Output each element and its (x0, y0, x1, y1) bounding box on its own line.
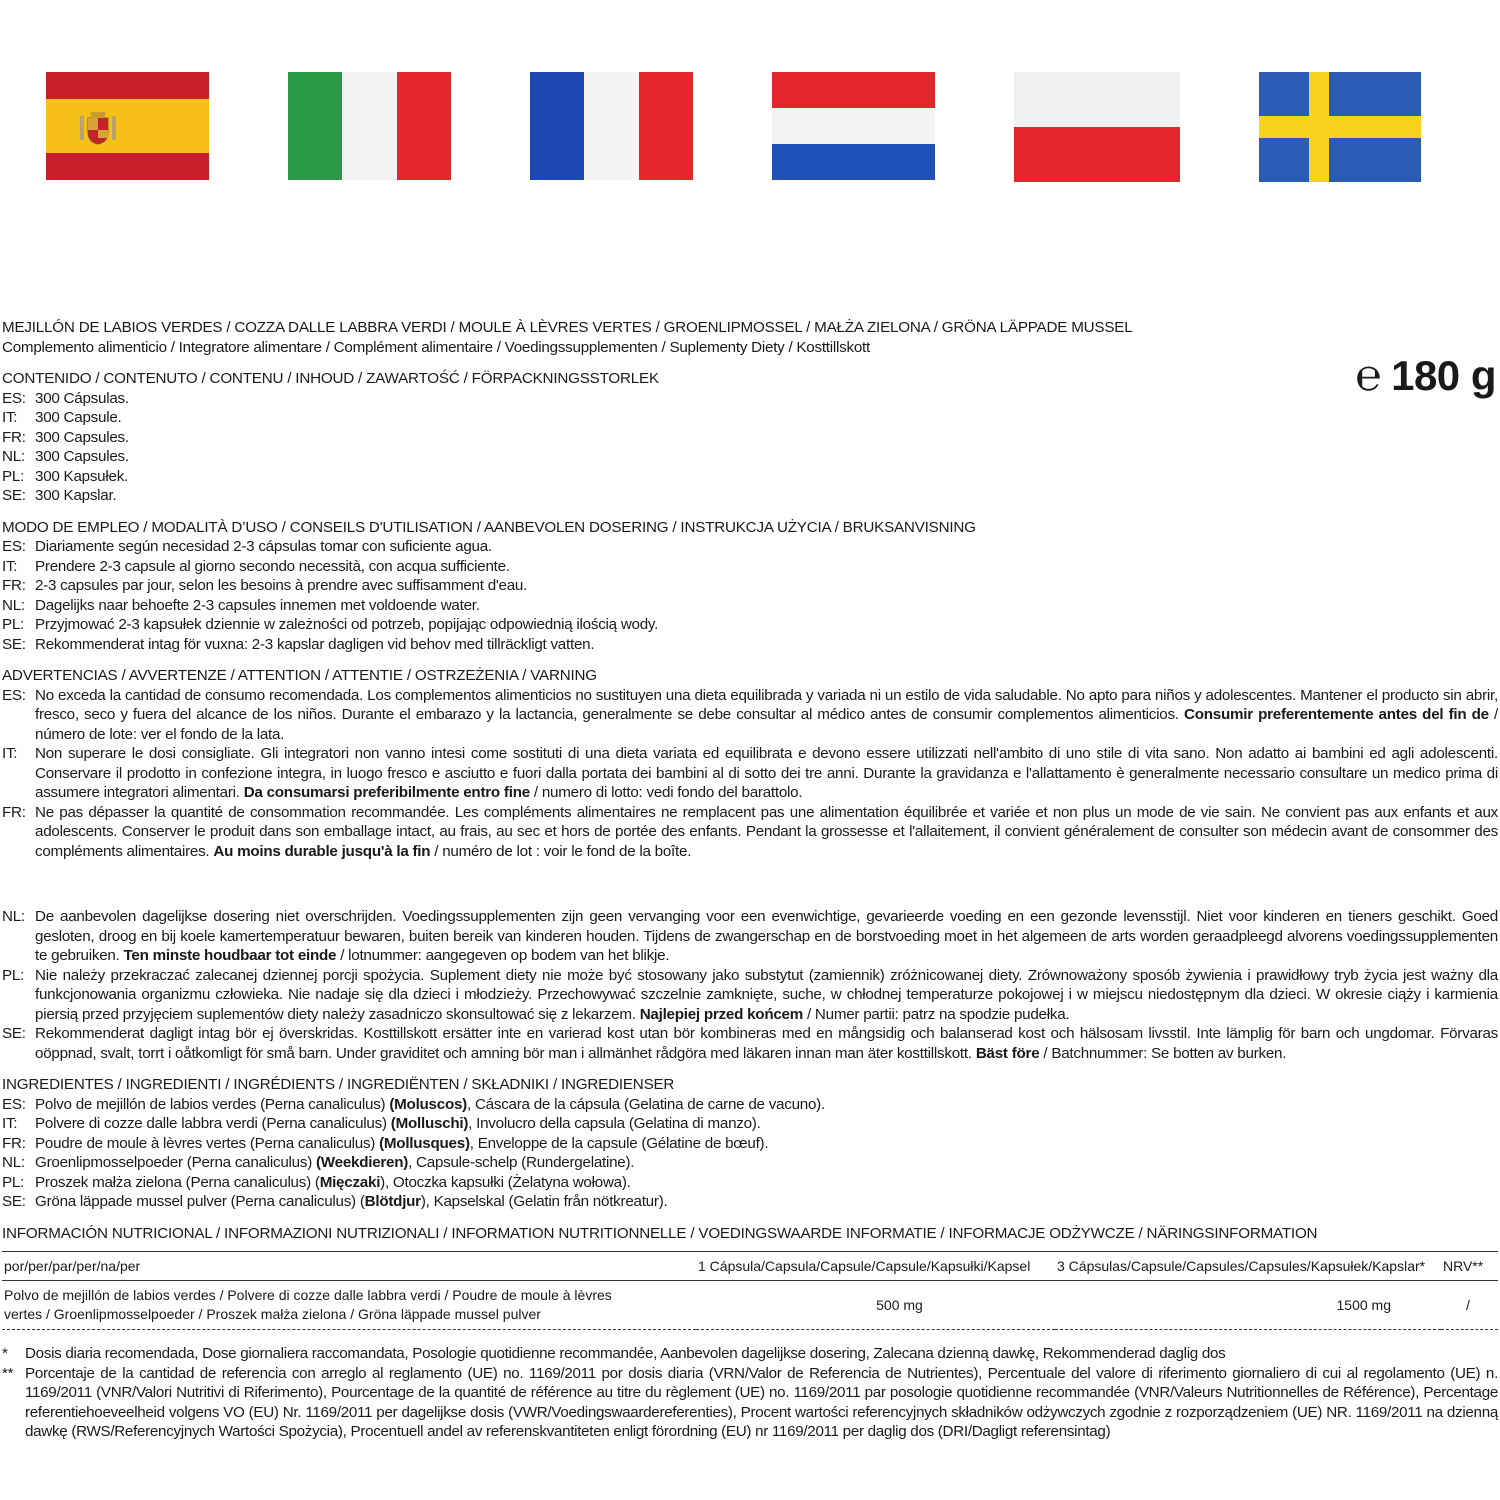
language-code: NL: (2, 596, 25, 614)
row-bold-text: (Mollusques) (379, 1134, 470, 1152)
section (2, 907, 1498, 1063)
language-text (35, 744, 1498, 803)
poland-flag (1014, 72, 1180, 182)
flag-band (530, 72, 584, 180)
sweden-flag (1259, 72, 1421, 182)
language-row (2, 486, 1498, 506)
language-text (35, 1173, 1498, 1193)
row-text: Non superare le dosi consigliate. Gli integratori non vanno intesi come sostituti di una dieta variata ed equilibrata e devono essere utilizzati nell'ambito di uno stile di vita sano. Non adatto ai bambini ed agli adolescenti. Conservare il prodotto in confezione integra, in luogo fresco e asciutto e fuori dalla portata dei bambini al di sotto dei tre anni. Durante la gravidanza e l'allattamento è generalmente necessario consultare un medico prima di assumere integratori alimentari. (35, 745, 1498, 801)
language-text (35, 907, 1498, 966)
row-tail-text: / Batchnummer: Se botten av burken. (1039, 1044, 1287, 1062)
row-text: Rekommenderat dagligt intag bör ej överskridas. Kosttillskott ersätter inte en varierad kost utan bör kombineras med en mångsidig och balanserad kost och hälsosam livsstil. Inte lämplig för barn och ungdomar. Förvaras oöppnad, svalt, torrt i oåtkomligt för små barn. Under graviditet och amning bör man i allmänhet rådgöra med läkaren innan man äter kosttillskott. (35, 1025, 1498, 1062)
language-code: SE: (2, 1025, 26, 1042)
row-tail-text: ), Otoczka kapsułki (Żelatyna wołowa). (380, 1173, 631, 1191)
flag-band (1014, 127, 1180, 182)
col-header: 3 Cápsulas/Capsule/Capsules/Capsules/Kapsułek/Kapslar* (1055, 1252, 1441, 1281)
language-text (35, 1192, 1498, 1212)
language-text (35, 389, 1498, 409)
nutrient-name: Polvo de mejillón de labios verdes / Polvere di cozze dalle labbra verdi / Poudre de moule à lèvres vertes / Groenlipmosselpoeder / Proszek małża zielona / Gröna läppade mussel pulver (2, 1281, 696, 1330)
flag-band (1014, 72, 1180, 127)
row-tail-text: / lotnummer: aangegeven op bodem van het blikje. (336, 947, 670, 964)
language-text (35, 803, 1498, 862)
language-code: SE: (2, 487, 26, 504)
section-heading: MODO DE EMPLEO / MODALITÀ D’USO / CONSEILS D'UTILISATION / AANBEVOLEN DOSERING / INSTRUKCJA UŻYCIA / BRUKSANVISNING (2, 518, 976, 536)
flag-band (1259, 116, 1421, 138)
row-text: Gröna läppade mussel pulver (Perna canaliculus) ( (35, 1193, 365, 1210)
language-text (35, 966, 1498, 1025)
language-text (35, 686, 1498, 745)
row-text: Dagelijks naar behoefte 2-3 capsules innemen met voldoende water. (35, 596, 480, 614)
row-text: Nie należy przekraczać zalecanej dziennej porcji spożycia. Suplement diety nie może być stosowany jako substytut (zamiennik) zróżnicowanej diety. Zrównoważony sposób żywienia i prawidłowy tryb życia jest ważny dla funkcjonowania organizmu człowieka. Nie nadaje się dla dzieci i młodzieży. Przechowywać szczelnie zamknięte, suche, w chłodnej temperaturze pokojowej i w miejscu niedostępnym dla dzieci. W okresie ciąży i karmienia piersią przed przyjęciem suplementów diety należy zasadniczo skonsultować się z lekarzem. (35, 966, 1498, 1023)
row-text: Prendere 2-3 capsule al giorno secondo necessità, con acqua sufficiente. (35, 557, 510, 575)
section (2, 369, 1498, 506)
row-tail-text: , Involucro della capsula (Gelatina di manzo). (468, 1115, 761, 1132)
row-text: Przyjmować 2-3 kapsułek dziennie w zależności od potrzeb, popijając odpowiednią ilością wody. (35, 616, 659, 633)
section-heading: INGREDIENTES / INGREDIENTI / INGRÉDIENTS / INGREDIËNTEN / SKŁADNIKI / INGREDIENSER (2, 1076, 675, 1093)
flag-band (342, 72, 396, 180)
language-row (2, 686, 1498, 745)
language-code: ES: (2, 389, 26, 407)
netherlands-flag (772, 72, 935, 180)
language-text (35, 537, 1498, 557)
language-code: IT: (2, 745, 18, 762)
estimated-sign-icon: ℮ (1355, 351, 1382, 400)
language-text (35, 1114, 1498, 1134)
language-row (2, 1153, 1498, 1173)
language-row (2, 1173, 1498, 1193)
flag-band (288, 72, 342, 180)
flag-band (772, 108, 935, 144)
coat-of-arms-icon (78, 110, 118, 146)
language-text (35, 1095, 1498, 1115)
language-text (35, 635, 1498, 655)
italy-flag (288, 72, 451, 180)
language-code: ES: (2, 686, 26, 704)
row-bold-text: Consumir preferentemente antes del fin de (1184, 706, 1489, 723)
section (2, 666, 1498, 861)
language-text (35, 1024, 1498, 1063)
nutrient-nrv: / (1441, 1281, 1498, 1330)
language-code: SE: (2, 1193, 26, 1210)
row-bold-text: Mięczaki (319, 1173, 381, 1191)
row-text: 300 Capsules. (35, 428, 129, 446)
row-bold-text: Au moins durable jusqu'à la fin (213, 842, 431, 860)
spain-flag (46, 72, 209, 180)
language-row (2, 467, 1498, 487)
language-row (2, 557, 1498, 577)
language-row (2, 1114, 1498, 1134)
language-code: IT: (2, 557, 18, 575)
row-bold-text: Najlepiej przed końcem (639, 1005, 803, 1023)
language-text (35, 576, 1498, 596)
flag-band (397, 72, 451, 180)
language-text (35, 408, 1498, 428)
language-code: IT: (2, 1115, 18, 1132)
row-bold-text: Blötdjur (364, 1193, 421, 1210)
language-text (35, 486, 1498, 506)
row-tail-text: / numéro de lot : voir le fond de la boîte. (430, 842, 692, 860)
nutrient-per-1: 500 mg (696, 1281, 1055, 1330)
language-row (2, 389, 1498, 409)
row-tail-text: / Numer partii: patrz na spodzie pudełka. (803, 1005, 1070, 1023)
row-tail-text: / numero di lotto: vedi fondo del barattolo. (529, 784, 803, 801)
section-heading: CONTENIDO / CONTENUTO / CONTENU / INHOUD / ZAWARTOŚĆ / FÖRPACKNINGSSTORLEK (2, 370, 659, 387)
row-bold-text: Ten minste houdbaar tot einde (123, 947, 337, 964)
flag-band (46, 153, 209, 180)
col-header: 1 Cápsula/Capsula/Capsule/Capsule/Kapsułki/Kapsel (696, 1252, 1055, 1281)
row-text: 300 Capsules. (35, 448, 129, 465)
flag-band (584, 72, 638, 180)
language-row (2, 635, 1498, 655)
row-tail-text: , Capsule-schelp (Rundergelatine). (408, 1154, 635, 1171)
language-row (2, 537, 1498, 557)
row-tail-text: , Enveloppe de la capsule (Gélatine de bœuf). (469, 1134, 769, 1152)
language-text (35, 447, 1498, 467)
section (2, 1075, 1498, 1212)
footnote: * Dosis diaria recomendada, Dose giornaliera raccomandata, Posologie quotidienne recommandée, Aanbevolen dagelijkse dosering, Zalecana dzienną dawkę, Rekommenderad daglig dos (2, 1345, 1226, 1362)
language-row (2, 408, 1498, 428)
language-text (35, 596, 1498, 616)
row-text: 300 Capsule. (35, 409, 122, 426)
row-text: 300 Kapsułek. (35, 467, 129, 485)
row-tail-text: ), Kapselskal (Gelatin från nötkreatur). (420, 1193, 668, 1210)
footnote: ** Porcentaje de la cantidad de referencia con arreglo al reglamento (UE) no. 1169/2011 por dosis diaria (VRN/Valor de Referencia de Nutrientes), Percentuale del valore di riferimento giornaliero di cui al regolamento (UE) n. 1169/2011 (VNR/Valori Nutritivi di Riferimento), Pourcentage de la quantité de référence au titre du règlement (UE) no. 1169/2011 par posologie quotidienne recommandée (VNR/Valeurs Nutritionnelles de Référence), Percentage referentiehoeveelheid volgens VO (EU) Nr. 1169/2011 per dagelijkse dosis (VWR/Voedingswaardereferenties), Procent wartości referencyjnych składników odżywczych zgodnie z rozporządzeniem (UE) NR. 1169/2011 na dzienną dawkę (RWS/Referencyjnych Wartości Spożycia), Procentuell andel av referenskvantiteten enligt förordning (EU) nr 1169/2011 per daglig dos (DRI/Dagligt referensintag) (2, 1364, 1498, 1440)
language-code: PL: (2, 467, 25, 485)
language-row (2, 1095, 1498, 1115)
language-text (35, 1153, 1498, 1173)
flag-band (46, 99, 209, 153)
language-code: PL: (2, 966, 25, 984)
row-bold-text: Bäst före (975, 1044, 1040, 1062)
language-row (2, 596, 1498, 616)
product-title: MEJILLÓN DE LABIOS VERDES / COZZA DALLE LABBRA VERDI / MOULE À LÈVRES VERTES / GROENLIPMOSSEL / MAŁŻA ZIELONA / GRÖNA LÄPPADE MUSSEL (2, 319, 1133, 336)
table-row (2, 1281, 1498, 1330)
row-bold-text: (Moluscos) (389, 1095, 467, 1113)
row-text: 300 Kapslar. (35, 487, 117, 504)
language-text (35, 428, 1498, 448)
col-header: NRV** (1441, 1252, 1498, 1281)
language-row (2, 1024, 1498, 1063)
row-text: De aanbevolen dagelijkse dosering niet overschrijden. Voedingssupplementen zijn geen vervanging voor een evenwichtige, gevarieerde voeding en een gezonde levensstijl. Niet voor kinderen en tieners geschikt. Goed gesloten, droog en bij koele kamertemperatuur bewaren, buiten bereik van kinderen houden. Tijdens de zwangerschap en de borstvoeding moet in het algemeen de arts worden geraadpleegd alvorens voedingssupplementen te gebruiken. (35, 908, 1498, 964)
row-text: Ne pas dépasser la quantité de consommation recommandée. Les compléments alimentaires ne remplacent pas une alimentation équilibrée et variée et non plus un mode de vie sain. Ne convient pas aux enfants et aux adolescents. Conserver le produit dans son emballage intact, au frais, au sec et hors de portée des enfants. Pendant la grossesse et l'allaitement, il convient généralement de consulter son médecin avant de consommer des compléments alimentaires. (35, 803, 1498, 860)
language-code: IT: (2, 409, 18, 426)
col-header: por/per/par/per/na/per (2, 1252, 696, 1281)
row-text: Rekommenderat intag för vuxna: 2-3 kapslar dagligen vid behov med tillräckligt vatten. (35, 635, 595, 653)
row-text: Poudre de moule à lèvres vertes (Perna canaliculus) (35, 1134, 380, 1152)
row-text: 300 Cápsulas. (35, 389, 129, 407)
language-text (35, 557, 1498, 577)
flag-band (46, 72, 209, 99)
row-text: Proszek małża zielona (Perna canaliculus) ( (35, 1173, 320, 1191)
row-tail-text: / número de lote: ver el fondo de la lata. (35, 706, 1499, 743)
language-text (35, 1134, 1498, 1154)
language-code: FR: (2, 577, 26, 594)
language-code: SE: (2, 635, 26, 653)
section (2, 518, 1498, 655)
language-row (2, 615, 1498, 635)
language-row (2, 803, 1498, 862)
france-flag (530, 72, 693, 180)
language-code: NL: (2, 1154, 25, 1171)
label-content (2, 318, 1498, 1442)
language-row (2, 1134, 1498, 1154)
language-code: FR: (2, 1134, 26, 1152)
flag-band (772, 72, 935, 108)
flag-band (639, 72, 693, 180)
row-text: Diariamente según necesidad 2-3 cápsulas tomar con suficiente agua. (35, 538, 492, 555)
row-text: Polvo de mejillón de labios verdes (Perna canaliculus) (35, 1095, 390, 1113)
language-code: PL: (2, 1173, 25, 1191)
language-text (35, 467, 1498, 487)
section-heading: ADVERTENCIAS / AVVERTENZE / ATTENTION / ATTENTIE / OSTRZEŻENIA / VARNING (2, 667, 597, 684)
row-bold-text: Da consumarsi preferibilmente entro fine (243, 784, 530, 801)
net-weight-value: 180 g (1391, 352, 1496, 399)
row-text: Groenlipmosselpoeder (Perna canaliculus) (35, 1154, 316, 1171)
language-row (2, 1192, 1498, 1212)
row-tail-text: , Cáscara de la cápsula (Gelatina de carne de vacuno). (467, 1095, 825, 1113)
nutrition-table (2, 1251, 1498, 1330)
row-text: 2-3 capsules par jour, selon les besoins à prendre avec suffisamment d'eau. (35, 577, 528, 594)
language-code: ES: (2, 538, 26, 555)
row-text: No exceda la cantidad de consumo recomendada. Los complementos alimenticios no sustituyen una dieta equilibrada y variada ni un estilo de vida saludable. No apto para niños y adolescentes. Mantener el producto sin abrir, fresco, seco y fuera del alcance de los niños. Durante el embarazo y la lactancia, generalmente se debe consultar al médico antes de consumir complementos alimenticios. (35, 686, 1498, 723)
language-code: ES: (2, 1095, 26, 1113)
language-code: NL: (2, 908, 25, 925)
nutrition-heading: INFORMACIÓN NUTRICIONAL / INFORMAZIONI NUTRIZIONALI / INFORMATION NUTRITIONNELLE / VOEDINGSWAARDE INFORMATIE / INFORMACJE ODŻYWCZE / NÄRINGSINFORMATION (2, 1224, 1318, 1242)
language-code: FR: (2, 803, 26, 821)
nutrient-per-3: 1500 mg (1055, 1281, 1441, 1330)
row-bold-text: (Weekdieren) (316, 1154, 409, 1171)
language-code: PL: (2, 616, 25, 633)
language-row (2, 907, 1498, 966)
language-row (2, 966, 1498, 1025)
row-text: Polvere di cozze dalle labbra verdi (Perna canaliculus) (35, 1115, 391, 1132)
flag-band (772, 144, 935, 180)
language-row (2, 744, 1498, 803)
language-text (35, 615, 1498, 635)
language-code: FR: (2, 428, 26, 446)
language-code: NL: (2, 448, 25, 465)
product-subtitle: Complemento alimenticio / Integratore alimentare / Complément alimentaire / Voedingssupplementen / Suplementy Diety / Kosttillskott (2, 338, 870, 356)
row-bold-text: (Molluschi) (390, 1115, 469, 1132)
language-row (2, 576, 1498, 596)
language-row (2, 447, 1498, 467)
language-row (2, 428, 1498, 448)
